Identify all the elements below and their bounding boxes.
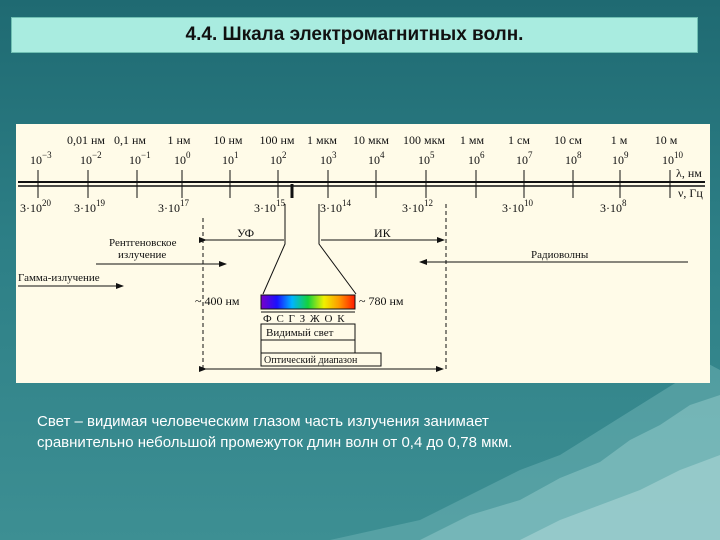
frequency-label: $3\cdot 10^{15}$ xyxy=(254,198,285,215)
power-label: $10^5$ xyxy=(418,150,435,167)
length-label: 0,01 нм xyxy=(66,133,106,147)
slide-title: 4.4. Шкала электромагнитных волн. xyxy=(185,24,524,45)
caption-line-1: Свет – видимая человеческим глазом часть излучения занимает xyxy=(37,413,489,430)
gamma-label: Гамма-излучение xyxy=(18,272,100,284)
power-label: $10^4$ xyxy=(368,150,385,167)
em-scale-svg xyxy=(16,124,710,383)
frequency-label: $3\cdot 10^8$ xyxy=(600,198,627,215)
power-label: $10^1$ xyxy=(222,150,239,167)
frequency-label: $3\cdot 10^{20}$ xyxy=(20,198,51,215)
caption-line-2: сравнительно небольшой промежуток длин волн от 0,4 до 0,78 мкм. xyxy=(37,434,513,451)
frequency-label: $3\cdot 10^{12}$ xyxy=(402,198,433,215)
frequency-label: $3\cdot 10^{10}$ xyxy=(502,198,533,215)
vis-right-label: ~ 780 нм xyxy=(359,294,404,308)
length-label: 100 мкм xyxy=(402,133,446,147)
power-label: $10^0$ xyxy=(174,150,191,167)
uv-label: УФ xyxy=(237,226,255,240)
power-label: $10^9$ xyxy=(612,150,629,167)
power-label: $10^7$ xyxy=(516,150,533,167)
length-label: 1 м xyxy=(610,133,628,147)
spectrum-bar xyxy=(261,295,355,309)
lambda-unit-label: λ, нм xyxy=(676,166,702,180)
power-label: $10^{10}$ xyxy=(662,150,683,167)
visible-light-label: Видимый свет xyxy=(266,327,334,339)
length-label: 10 м xyxy=(654,133,678,147)
length-label: 0,1 нм xyxy=(113,133,147,147)
power-label: $10^8$ xyxy=(565,150,582,167)
power-label: $10^2$ xyxy=(270,150,287,167)
power-label: $10^{-2}$ xyxy=(80,150,102,167)
power-label: $10^{-1}$ xyxy=(129,150,151,167)
em-scale-diagram xyxy=(16,124,710,383)
vis-left-label: ~ 400 нм xyxy=(195,294,240,308)
caption xyxy=(37,411,677,453)
length-label: 1 нм xyxy=(167,133,191,147)
frequency-label: $3\cdot 10^{14}$ xyxy=(320,198,351,215)
xray-label-line1: Рентгеновское xyxy=(109,237,177,249)
spectrum-colors-letters: Ф С Г З Ж О К xyxy=(263,313,346,325)
length-label: 100 нм xyxy=(259,133,295,147)
title-box xyxy=(11,17,698,53)
ir-label: ИК xyxy=(374,226,391,240)
xray-label-line2: излучение xyxy=(118,249,167,261)
optical-range-label: Оптический диапазон xyxy=(264,355,358,366)
radio-label: Радиоволны xyxy=(531,249,589,261)
length-label: 1 мм xyxy=(459,133,485,147)
length-label: 10 см xyxy=(554,133,582,147)
frequency-label: $3\cdot 10^{17}$ xyxy=(158,198,189,215)
power-label: $10^3$ xyxy=(320,150,337,167)
power-label: $10^6$ xyxy=(468,150,485,167)
length-label: 10 нм xyxy=(213,133,243,147)
length-label: 1 см xyxy=(508,133,530,147)
frequency-label: $3\cdot 10^{19}$ xyxy=(74,198,105,215)
power-label: $10^{-3}$ xyxy=(30,150,52,167)
length-label: 10 мкм xyxy=(352,133,390,147)
length-label: 1 мкм xyxy=(306,133,338,147)
nu-unit-label: ν, Гц xyxy=(678,186,703,200)
